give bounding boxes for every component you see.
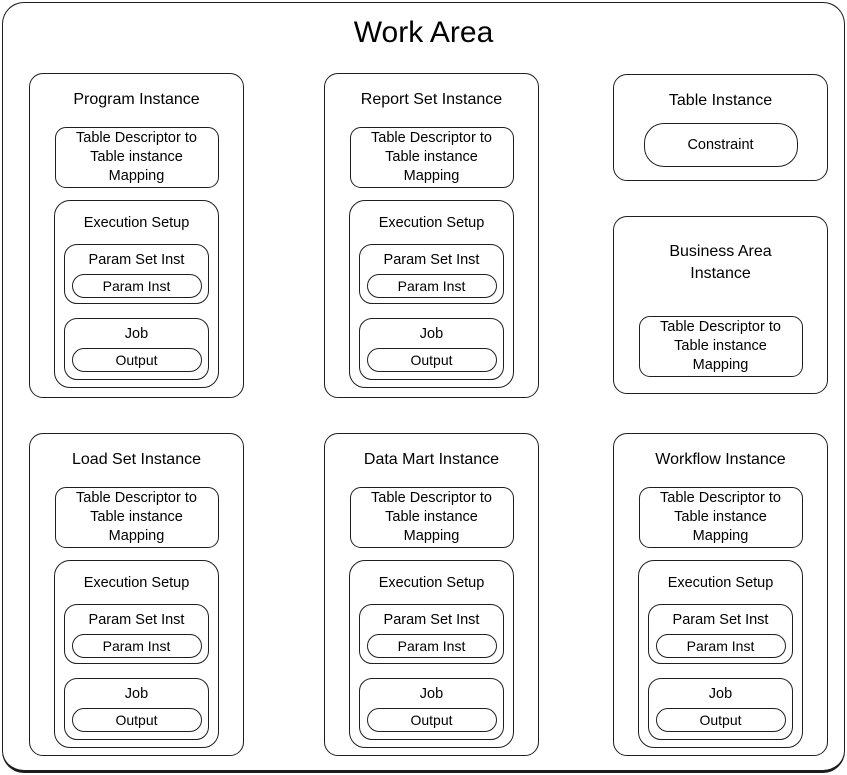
report-set-mapping-label: Table Descriptor to Table instance Mapping xyxy=(371,130,492,184)
load-set-job-box xyxy=(64,678,209,740)
business-area-mapping-box xyxy=(639,316,803,377)
workflow-output-pill: Output xyxy=(656,708,786,732)
workflow-param-set-inst-box xyxy=(648,604,793,664)
report-set-instance-title: Report Set Instance xyxy=(360,91,503,108)
workflow-execution-setup-title: Execution Setup xyxy=(667,575,774,591)
load-set-instance-title: Load Set Instance xyxy=(72,451,201,468)
data-mart-output-pill: Output xyxy=(367,708,497,732)
data-mart-param-inst-pill: Param Inst xyxy=(367,634,497,658)
data-mart-execution-setup-title: Execution Setup xyxy=(378,575,485,591)
data-mart-job-title: Job xyxy=(419,686,444,702)
report-set-param-set-inst-title: Param Set Inst xyxy=(383,252,480,268)
data-mart-job-box xyxy=(359,678,504,740)
data-mart-mapping-box xyxy=(350,487,514,548)
workflow-param-set-inst-title: Param Set Inst xyxy=(672,612,769,628)
data-mart-mapping-label: Table Descriptor to Table instance Mapping xyxy=(371,490,492,544)
report-set-execution-setup-box xyxy=(349,200,514,388)
program-job-title: Job xyxy=(124,326,149,342)
card-report-set-instance xyxy=(324,73,539,398)
load-set-execution-setup-box xyxy=(54,560,219,748)
constraint-box: Constraint xyxy=(644,123,798,167)
card-program-instance xyxy=(29,73,244,398)
workflow-job-title: Job xyxy=(708,686,733,702)
program-param-inst-pill: Param Inst xyxy=(72,274,202,298)
business-area-mapping-label: Table Descriptor to Table instance Mapping xyxy=(660,319,781,373)
business-area-instance-title: Business Area Instance xyxy=(669,243,772,282)
program-execution-setup-title: Execution Setup xyxy=(83,215,190,231)
workflow-mapping-box xyxy=(639,487,803,548)
data-mart-instance-title: Data Mart Instance xyxy=(363,451,500,468)
workflow-execution-setup-box xyxy=(638,560,803,748)
program-mapping-box xyxy=(55,127,219,188)
load-set-param-set-inst-title: Param Set Inst xyxy=(88,612,185,628)
load-set-param-set-inst-box xyxy=(64,604,209,664)
report-set-execution-setup-title: Execution Setup xyxy=(378,215,485,231)
data-mart-param-set-inst-box xyxy=(359,604,504,664)
card-table-instance xyxy=(613,74,828,181)
program-instance-title: Program Instance xyxy=(73,91,200,108)
load-set-param-inst-pill: Param Inst xyxy=(72,634,202,658)
report-set-output-pill: Output xyxy=(367,348,497,372)
workflow-mapping-label: Table Descriptor to Table instance Mapping xyxy=(660,490,781,544)
report-set-mapping-box xyxy=(350,127,514,188)
program-execution-setup-box xyxy=(54,200,219,388)
workflow-param-inst-pill: Param Inst xyxy=(656,634,786,658)
card-workflow-instance xyxy=(613,433,828,756)
load-set-execution-setup-title: Execution Setup xyxy=(83,575,190,591)
load-set-output-pill: Output xyxy=(72,708,202,732)
program-mapping-label: Table Descriptor to Table instance Mapping xyxy=(76,130,197,184)
program-output-pill: Output xyxy=(72,348,202,372)
card-data-mart-instance xyxy=(324,433,539,756)
report-set-job-box xyxy=(359,318,504,380)
work-area-title: Work Area xyxy=(353,16,494,49)
workflow-job-box xyxy=(648,678,793,740)
workflow-instance-title: Workflow Instance xyxy=(655,451,786,468)
report-set-job-title: Job xyxy=(419,326,444,342)
work-area-box xyxy=(2,2,845,773)
load-set-mapping-label: Table Descriptor to Table instance Mapping xyxy=(76,490,197,544)
report-set-param-set-inst-box xyxy=(359,244,504,304)
data-mart-param-set-inst-title: Param Set Inst xyxy=(383,612,480,628)
card-business-area-instance xyxy=(613,216,828,394)
program-param-set-inst-title: Param Set Inst xyxy=(88,252,185,268)
program-job-box xyxy=(64,318,209,380)
load-set-job-title: Job xyxy=(124,686,149,702)
load-set-mapping-box xyxy=(55,487,219,548)
report-set-param-inst-pill: Param Inst xyxy=(367,274,497,298)
data-mart-execution-setup-box xyxy=(349,560,514,748)
card-load-set-instance xyxy=(29,433,244,756)
table-instance-title: Table Instance xyxy=(668,92,773,109)
program-param-set-inst-box xyxy=(64,244,209,304)
